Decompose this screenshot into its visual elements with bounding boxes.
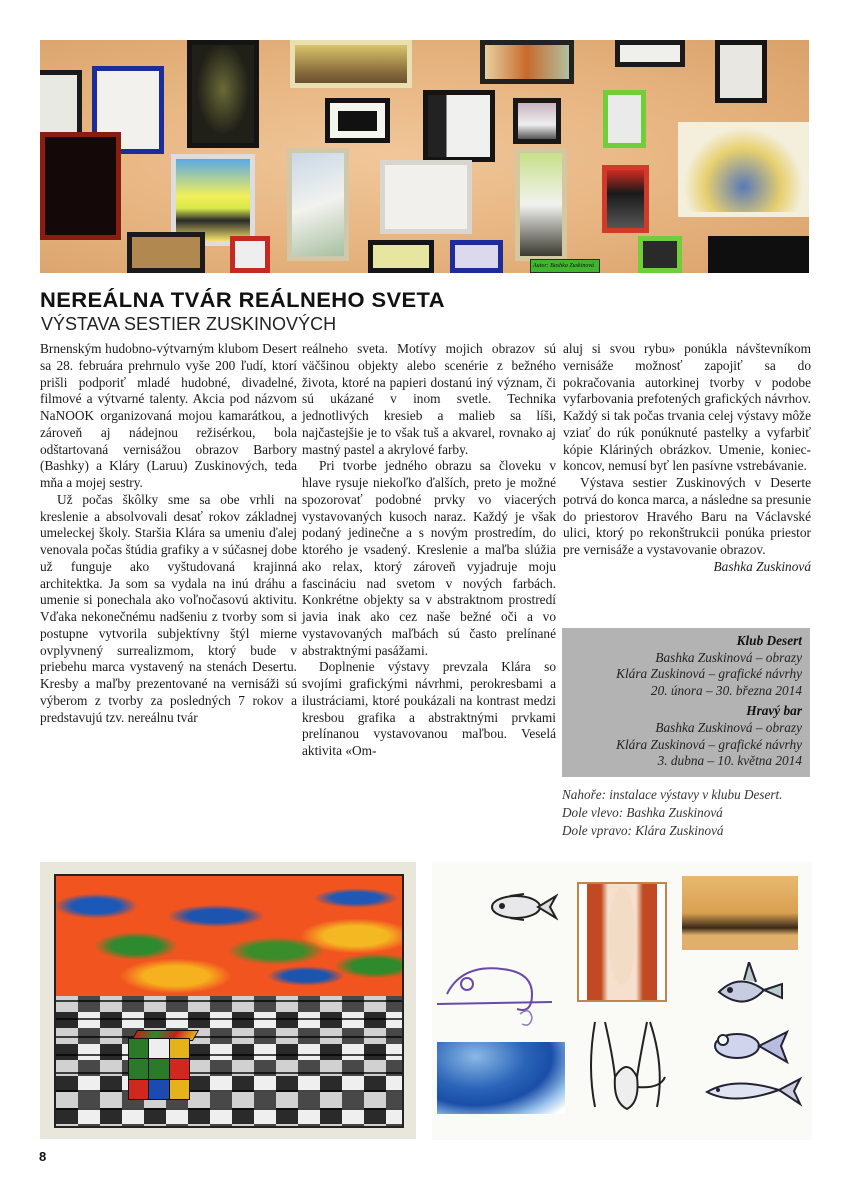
painting-sky: [54, 874, 404, 998]
exhibition-info-box: [562, 628, 810, 777]
event-line: Klára Zuskinová – grafické návrhy: [616, 736, 802, 752]
event-venue: Hravý bar: [746, 703, 802, 719]
page-number: 8: [39, 1149, 47, 1164]
paragraph: Pri tvorbe jedného obrazu sa človeku v hlave rysuje niekoľko ďalších, preto je možné spozorovať podobné prvky vo viacerých vystavovaných kusoch naraz. Každý je však podaný jedinečne a s novým prostredím, do ktorého je vsadený. Kreslenie a maľba slúžia ako relax, ktorý zároveň vyjadruje moju fascináciu nad svetom v nových farbách. Konkrétne objekty sa v abstraktnom prostredí javia inak ako cez naše bežné oči a vo vystavovaných maľbách sú často prelínané abstraktnými pasážami.: [302, 458, 556, 658]
artwork-frame: [187, 40, 259, 148]
caption-bottom-left: Dole vlevo: Bashka Zuskinová: [562, 805, 723, 820]
artwork-frame: [638, 236, 682, 273]
artwork-frame: [127, 232, 205, 273]
artwork-frame: [450, 240, 503, 273]
fish-drawing: [714, 962, 784, 1022]
rubik-cube: [128, 1038, 190, 1100]
paragraph: reálneho sveta. Motívy mojich obrazov sú väčšinou objekty alebo scenérie z bežného života, ktoré na papieri dostanú iný význam, či sú ukázané v inom svetle. Technika jednotlivých kresieb a malieb sa líši, najčastejšie je to však tuš a akvarel, rovnako aj mastný pastel a akrylové farby.: [302, 341, 556, 457]
paragraph: [563, 475, 811, 574]
artwork-frame: [603, 90, 646, 148]
wave-painting: [437, 1042, 565, 1114]
author-signature: Bashka Zuskinová: [713, 558, 811, 574]
artwork-frame: [602, 165, 649, 233]
fish-drawing: [704, 1074, 804, 1108]
artwork-frame: [287, 148, 349, 261]
artwork-frame: [708, 236, 809, 273]
gargoyle-drawing: [585, 1017, 670, 1115]
artwork-frame: [515, 148, 567, 261]
paragraph-text: Výstava sestier Zuskinových v Deserte potrvá do konca marca, a následne sa presunie do priestorov Hravého Baru na Václavské ulici, ktorý po rekonštrukcii ponúka priestor pre vernisáže a vystavovanie obrazov.: [563, 475, 811, 557]
photo-captions: [562, 786, 812, 840]
artwork-frame: [423, 90, 495, 162]
paragraph: Brnenským hudobno-výtvarným klubom Desert sa 28. februára prehrnulo vyše 200 ľudí, ktorí prišli podporiť mladé hudobné, divadelné, filmové a výtvarné talenty. Akcia pod názvom NaNOOK organizovaná mojou kamarátkou, a zároveň aj nádejnou režisérkou, bola odštartovaná vernisážou obrazov Barbory (Bashky) a Kláry (Laruu) Zuskinových, teda mňa a mojej sestry.: [40, 341, 297, 490]
goldfish-drawing: [707, 1024, 792, 1069]
artwork-frame: [230, 236, 270, 273]
artwork-frame: [480, 40, 574, 84]
paragraph: Doplnenie výstavy prevzala Klára so svojími grafickými návrhmi, perokresbami a ilustráciami, ktoré poukázali na kontrast medzi kresbou grafika a abstraktnými prvkami prelínanou vystavovanou maľbou. Veselá aktivita «Om-: [302, 659, 556, 758]
artwork-frame: [513, 98, 561, 144]
sepia-landscape: [682, 876, 798, 950]
article-column-3: [563, 341, 811, 576]
paragraph: aluj si svou rybu» ponúkla návštevníkom vernisáže možnosť zapojiť sa do pokračovania autorkinej tvorby v podobe vyfarbovania prefotených grafických návrhov. Každý si tak počas trvania celej výstavy môže vziať do rúk ponúknuté pastelky a vyfarbiť kópie Kláriných obrázkov. Umenie, koniec-koncov, nemusí byť len pasívne vstrebávanie.: [563, 341, 811, 474]
painting-checkered-floor: [54, 996, 404, 1128]
article-column-1: [40, 341, 297, 726]
artwork-label-text: Autor: Bashka Zuskinová: [531, 260, 599, 272]
artwork-frame: [368, 240, 434, 273]
event-line: Bashka Zuskinová – obrazy: [655, 719, 802, 735]
artwork-frame: [678, 122, 809, 217]
artwork-frame: [290, 40, 412, 88]
article-column-2: [302, 341, 556, 760]
event-dates: 3. dubna – 10. května 2014: [657, 753, 802, 769]
exhibition-wall-photo: [40, 40, 809, 273]
article-headline: NEREÁLNA TVÁR REÁLNEHO SVETA: [40, 288, 445, 312]
event-line: Bashka Zuskinová – obrazy: [655, 649, 802, 665]
article-subheadline: VÝSTAVA SESTIER ZUSKINOVÝCH: [41, 314, 337, 334]
caption-top: Nahoře: instalace výstavy v klubu Desert.: [562, 787, 783, 802]
paragraph: Už počas škôlky sme sa obe vrhli na kreslenie a absolvovali desať rokov základnej umeleckej školy. Staršia Klára sa umeniu ďalej venovala počas štúdia grafiky a v súčasnej dobe už funguje ako vyštudovaná krajinná architektka. Ja som sa vydala na inú dráhu a umenie si ponechala ako voľnočasovú aktivitu. Vďaka nekonečnému nadšeniu z tvorby som si postupne vytvorila subjektívny štýl mierne ovplyvnený surrealizmom, ktorý bude v priebehu marca vystavený na stenách Desertu. Kresby a maľby prezentované na vernisáži sú výberom z tvorby za posledných 7 rokov a predstavujú tzv. nereálnu tvár: [40, 491, 297, 725]
fish-drawing: [490, 890, 558, 924]
event-line: Klára Zuskinová – grafické návrhy: [616, 666, 802, 682]
drawings-collage: [432, 862, 812, 1140]
artwork-frame: [380, 160, 472, 234]
chameleon-drawing: [432, 954, 562, 1029]
artwork-label: [530, 259, 600, 273]
event-venue: Klub Desert: [736, 633, 802, 648]
artwork-frame: [325, 98, 390, 143]
caption-bottom-right: Dole vpravo: Klára Zuskinová: [562, 823, 724, 838]
artwork-frame: [615, 40, 685, 67]
woman-illustration: [577, 882, 667, 1002]
painting-rubik-cube: [40, 862, 416, 1139]
event-dates: 20. února – 30. března 2014: [650, 682, 802, 698]
artwork-frame: [715, 40, 767, 103]
artwork-frame: [40, 132, 121, 240]
